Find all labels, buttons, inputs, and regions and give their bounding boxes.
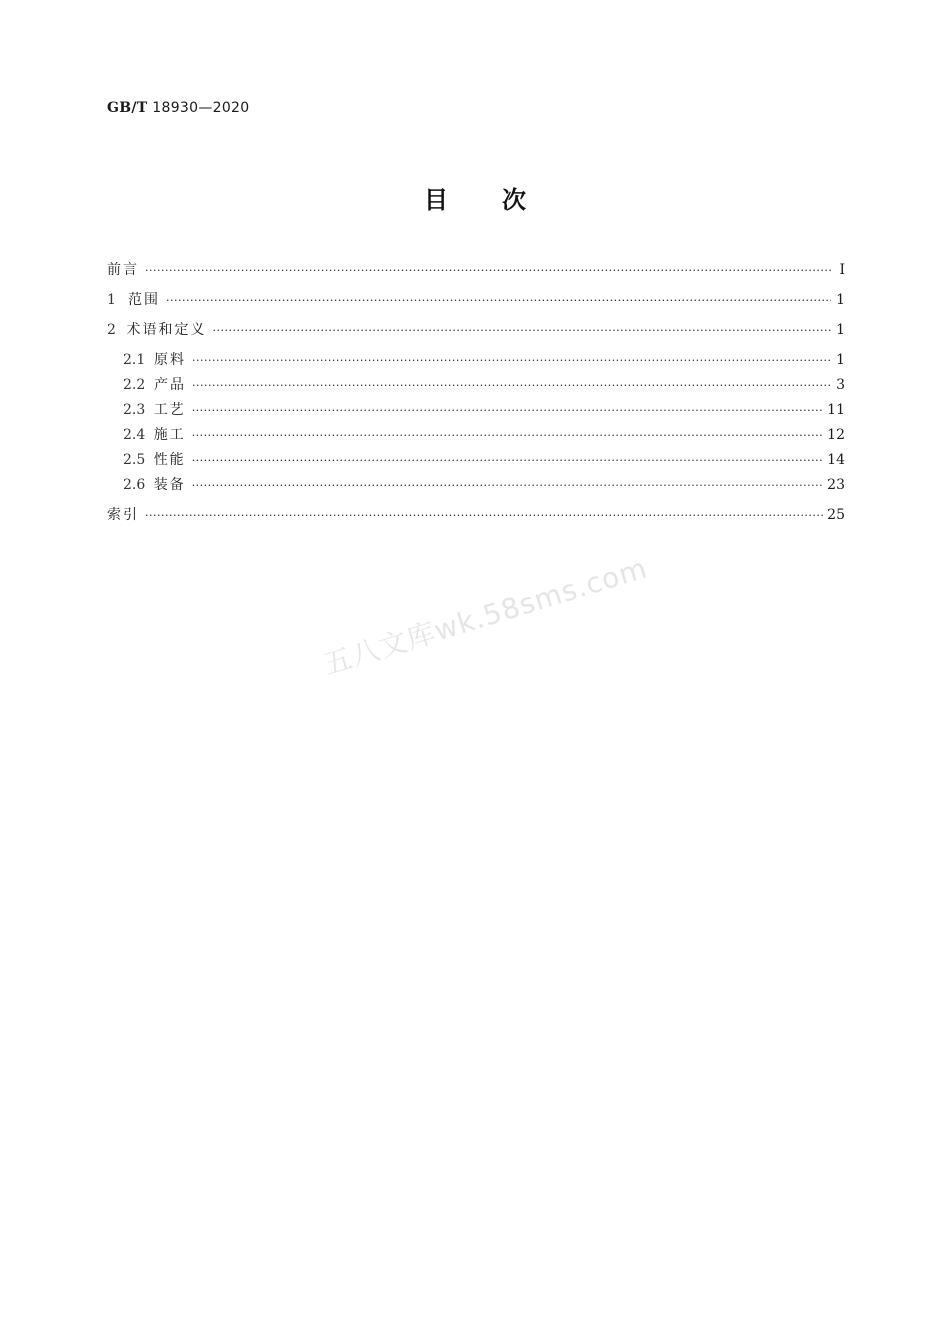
toc-entry-number: 2.1 (123, 352, 146, 368)
toc-leader-dots (192, 350, 831, 372)
toc-entry-page: 23 (827, 477, 845, 493)
toc-entry-number: 2.4 (123, 427, 146, 443)
toc-entry-number: 2.3 (123, 402, 146, 418)
toc-entry-number: 2.2 (123, 377, 146, 393)
toc-entry-scope[interactable] (107, 289, 845, 311)
toc-entry-page: 11 (827, 402, 845, 418)
toc-entry-foreword[interactable] (107, 259, 845, 281)
watermark-text: 五八文库wk.58sms.com (319, 551, 652, 682)
toc-entry-label: 原料 (154, 352, 187, 368)
standard-prefix: GB/T (107, 100, 148, 116)
toc-entry-page: 25 (827, 507, 845, 523)
toc-entry-performance[interactable] (123, 449, 845, 471)
toc-title-char-1: 目 (424, 186, 448, 214)
toc-entry-label: 工艺 (153, 402, 186, 418)
toc-leader-dots (192, 400, 823, 422)
toc-leader-dots (192, 475, 823, 497)
toc-entry-products[interactable] (123, 374, 845, 396)
toc-entry-number: 1 (107, 292, 116, 308)
toc-entry-label: 装备 (153, 477, 186, 493)
toc-entry-number: 2.6 (123, 477, 146, 493)
toc-leader-dots (145, 260, 831, 282)
toc-entry-label: 索引 (107, 507, 139, 523)
toc-leader-dots (192, 375, 831, 397)
toc-title (0, 180, 950, 215)
toc-entry-page: 1 (836, 352, 845, 368)
standard-code (107, 100, 249, 116)
toc-title-char-2: 次 (502, 186, 526, 214)
toc-leader-dots (192, 450, 823, 472)
toc-entry-label: 产品 (154, 377, 187, 393)
toc-entry-number: 2 (107, 322, 116, 338)
toc-entry-label: 前言 (107, 262, 139, 278)
toc-entry-process[interactable] (123, 399, 845, 421)
toc-entry-page: 3 (836, 377, 845, 393)
standard-number: 18930—2020 (152, 100, 250, 116)
toc-entry-terms[interactable] (107, 319, 845, 341)
toc-leader-dots (192, 425, 823, 447)
toc-entry-number: 2.5 (123, 452, 146, 468)
toc-entry-label: 施工 (153, 427, 186, 443)
toc-entry-page: 14 (827, 452, 845, 468)
toc-entry-label: 术语和定义 (126, 322, 207, 338)
toc-entry-raw-materials[interactable] (123, 349, 845, 371)
toc-entry-construction[interactable] (123, 424, 845, 446)
toc-leader-dots (166, 290, 831, 312)
toc-entry-page: 12 (827, 427, 845, 443)
toc-entry-page: Ⅰ (839, 262, 845, 278)
toc-entry-page: 1 (836, 322, 845, 338)
toc-leader-dots (213, 320, 831, 342)
toc-leader-dots (145, 505, 823, 527)
toc-entry-index[interactable] (107, 504, 845, 526)
toc-entry-equipment[interactable] (123, 474, 845, 496)
toc-entry-page: 1 (836, 292, 845, 308)
toc-entry-label: 范围 (128, 292, 160, 308)
toc-entry-label: 性能 (153, 452, 186, 468)
